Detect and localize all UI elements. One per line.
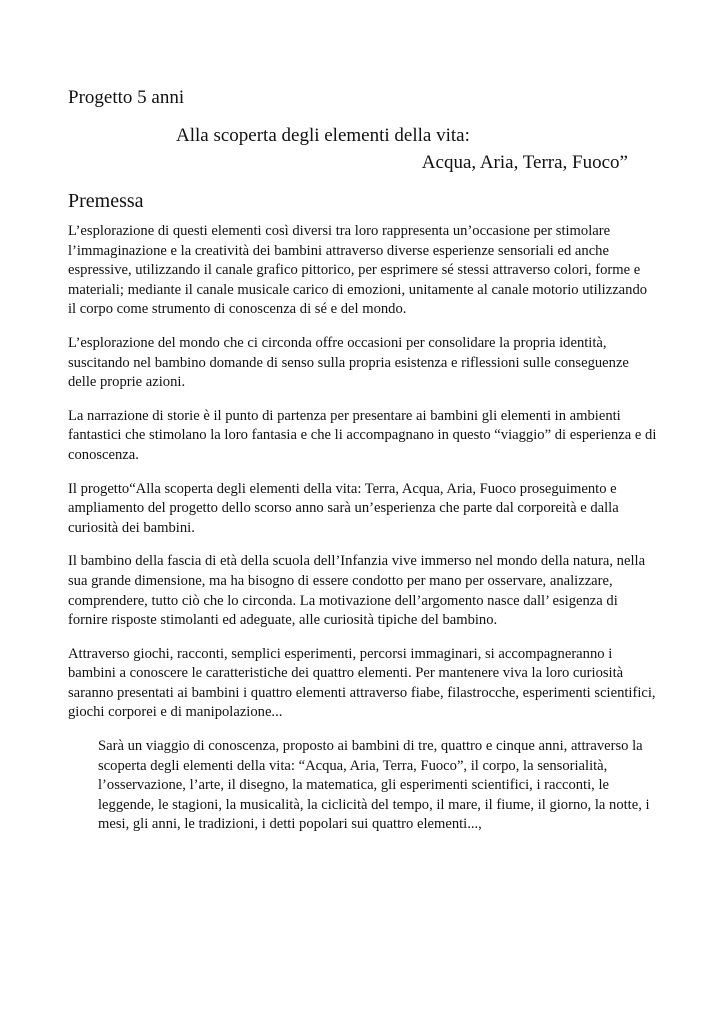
paragraph-3: La narrazione di storie è il punto di partenza per presentare ai bambini gli elementi in ambienti fantastici che stimolano la loro fantasia e che li accompagnano in questo “viaggio” di esperienza e di conoscenza.	[68, 407, 657, 463]
paragraph-2: L’esplorazione del mondo che ci circonda offre occasioni per consolidare la propria identità, suscitando nel bambino domande di senso sulla propria esistenza e riflessioni sulle conseguenze delle proprie azioni.	[68, 334, 629, 391]
document-title-line2: Acqua, Aria, Terra, Fuoco”	[421, 152, 628, 173]
document-body	[68, 222, 658, 849]
paragraph-1: L’esplorazione di questi elementi così diversi tra loro rappresenta un’occasione per stimolare l’immaginazione e la creatività dei bambini attraverso diverse esperienze sensoriali ed anche espressive, utilizzando il canale grafico pittorico, per esprimere sé stessi attraverso colori, forme e materiali; mediante il canale musicale carico di emozioni, unitamente al canale motorio utilizzando il corpo come strumento di conoscenza di sé e del mondo.	[68, 223, 648, 318]
paragraph-6: Attraverso giochi, racconti, semplici esperimenti, percorsi immaginari, si accompagneranno i bambini a conoscere le caratteristiche dei quattro elementi. Per mantenere viva la loro curiosità saranno presentati ai bambini i quattro elementi attraverso fiabe, filastrocche, esperimenti scientifici, giochi corporei e di manipolazione...	[68, 645, 656, 721]
paragraph-4: Il progetto“Alla scoperta degli elementi della vita: Terra, Acqua, Aria, Fuoco proseguimento e ampliamento del progetto dello scorso anno sarà un’esperienza che parte dal corporeità e dalla curiosità dei bambini.	[68, 480, 619, 536]
section-heading-premessa: Premessa	[68, 190, 144, 212]
paragraph-5: Il bambino della fascia di età della scuola dell’Infanzia vive immerso nel mondo della natura, nella sua grande dimensione, ma ha bisogno di essere condotto per mano per osservare, analizzare, comprendere, tutto ciò che lo circonda. La motivazione dell’argomento nasce dall’ esigenza di fornire risposte stimolanti ed adeguate, alle curiosità tipiche del bambino.	[68, 553, 646, 629]
paragraph-7-indented: Sarà un viaggio di conoscenza, proposto ai bambini di tre, quattro e cinque anni, attraverso la scoperta degli elementi della vita: “Acqua, Aria, Terra, Fuoco”, il corpo, la sensorialità, l’osservazione, l’arte, il disegno, la matematica, gli esperimenti scientifici, i racconti, le leggende, le stagioni, la musicalità, la ciclicità del tempo, il mare, il fiume, il giorno, la notte, i mesi, gli anni, le tradizioni, i detti popolari sui quattro elementi...,	[98, 738, 650, 833]
document-title-line1: Alla scoperta degli elementi della vita:	[176, 125, 470, 146]
project-label: Progetto 5 anni	[68, 87, 185, 108]
